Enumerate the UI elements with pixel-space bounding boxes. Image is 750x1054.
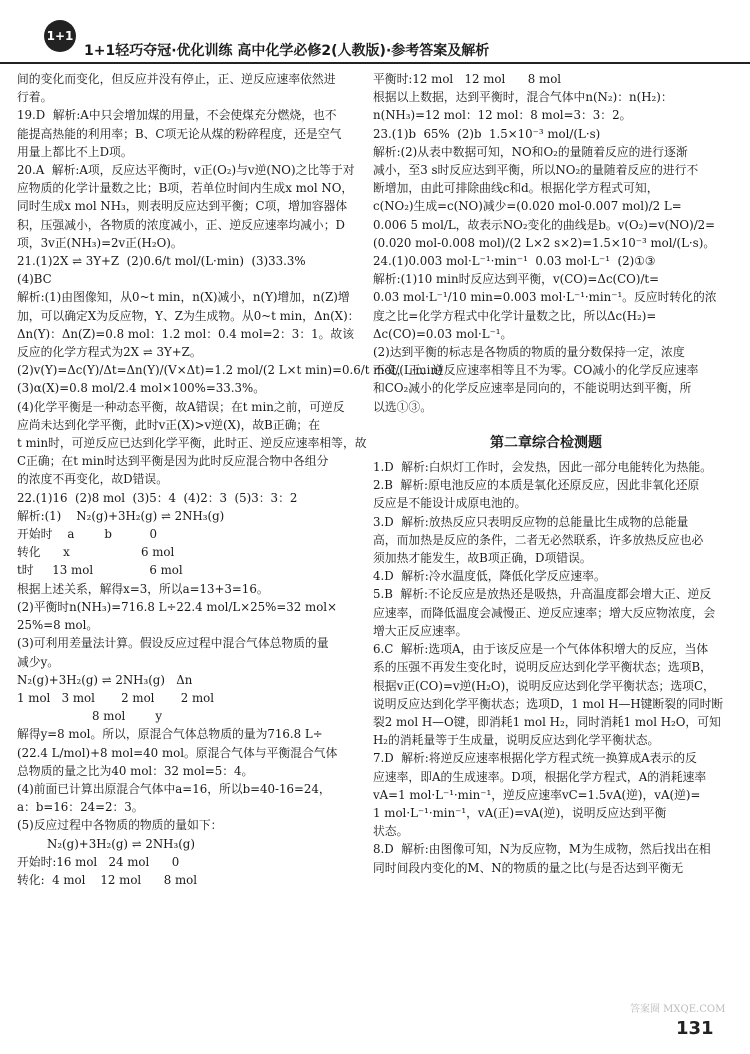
text-line: 应尚未达到化学平衡，此时v正(X)>v逆(X)，故B正确；在 (17, 417, 321, 432)
text-line: 度之比=化学方程式中化学计量数之比，所以Δc(H₂)= (373, 308, 657, 323)
text-line: 应物质的化学计量数之比；B项，若单位时间内生成x mol NO， (17, 181, 354, 196)
text-line: 不变，正、逆反应速率相等且不为零。CO减小的化学反应速率 (373, 363, 699, 378)
text-line: Δc(CO)=0.03 mol·L⁻¹。 (373, 326, 513, 341)
right-column (373, 70, 724, 877)
text-line: 应速率，即A的生成速率。D项，根据化学方程式，A的消耗速率 (373, 769, 707, 784)
text-line: 20.A 解析:A项，反应达平衡时，v正(O₂)与v逆(NO)之比等于对 (17, 163, 355, 178)
watermark: 答案圈 MXQE.COM (630, 1004, 726, 1015)
text-line: (3)可利用差量法计算。假设反应过程中混合气体总物质的量 (17, 636, 329, 651)
text-line: 24.(1)0.003 mol·L⁻¹·min⁻¹ 0.03 mol·L⁻¹ (2)①③ (373, 254, 656, 269)
text-line: 解析:(1)10 min时反应达到平衡，v(CO)=Δc(CO)/t= (373, 272, 660, 287)
brand-logo: 1+1 (44, 20, 76, 52)
text-line: 23.(1)b 65% (2)b 1.5×10⁻³ mol/(L·s) (373, 126, 601, 141)
text-line: (2)达到平衡的标志是各物质的物质的量分数保持一定，浓度 (373, 345, 685, 360)
text-line: 同时生成x mol NH₃，则表明反应达到平衡；C项，增加容器体 (17, 199, 348, 214)
text-line: (4)前面已计算出原混合气体中a=16，所以b=40-16=24， (17, 781, 331, 796)
text-line: 8.D 解析:由图像可知，N为反应物，M为生成物，然后找出在相 (373, 842, 711, 857)
text-line: 21.(1)2X ⇌ 3Y+Z (2)0.6/t mol/(L·min) (3)33.3% (17, 254, 306, 269)
text-line: 应速率，而降低温度会减慢正、逆反应速率；增大反应物浓度，会 (373, 605, 716, 620)
text-line: 解析:(1) N₂(g)+3H₂(g) ⇌ 2NH₃(g) (17, 508, 225, 523)
text-line: vA=1 mol·L⁻¹·min⁻¹，逆反应速率vC=1.5vA(逆)，vA(逆)= (373, 787, 701, 802)
text-line: 总物质的量之比为40 mol：32 mol=5：4。 (17, 763, 254, 778)
text-line: 根据上述关系，解得x=3，所以a=13+3=16。 (17, 581, 269, 596)
text-line: 系的压强不再发生变化时，说明反应达到化学平衡状态；选项B， (373, 660, 712, 675)
text-line: 根据v正(CO)=v逆(H₂O)，说明反应达到化学平衡状态；选项C， (373, 678, 715, 693)
text-line: 断增加，由此可排除曲线c和d。根据化学方程式可知， (373, 181, 659, 196)
text-line: t min时，可逆反应已达到化学平衡，此时正、逆反应速率相等，故 (17, 436, 367, 451)
text-line: 根据以上数据，达到平衡时，混合气体中n(N₂)：n(H₂)： (373, 90, 673, 105)
section-title: 第二章综合检测题 (490, 434, 602, 451)
text-line: 积，压强减小，各物质的浓度减小，正、逆反应速率均减小；D (17, 217, 345, 232)
text-line: 状态。 (373, 824, 409, 839)
text-line: 的浓度不再变化，故D错误。 (17, 472, 169, 487)
text-line: 1 mol·L⁻¹·min⁻¹，vA(正)=vA(逆)，说明反应达到平衡 (373, 805, 667, 820)
text-line: 减少y。 (17, 654, 60, 669)
text-line: 1.D 解析:白炽灯工作时，会发热，因此一部分电能转化为热能。 (373, 460, 712, 475)
text-line: 和CO₂减小的化学反应速率是同向的，不能说明达到平衡，所 (373, 381, 692, 396)
text-line: 8 mol y (17, 709, 162, 724)
text-line: 19.D 解析:A中只会增加煤的用量，不会使煤充分燃烧，也不 (17, 108, 337, 123)
text-line: 转化: 4 mol 12 mol 8 mol (17, 872, 198, 887)
text-line: 5.B 解析:不论反应是放热还是吸热，升高温度都会增大正、逆反 (373, 587, 712, 602)
page-header (0, 0, 750, 62)
text-line: a：b=16：24=2：3。 (17, 800, 144, 815)
text-line: 2.B 解析:原电池反应的本质是氧化还原反应，因此非氧化还原 (373, 478, 700, 493)
text-line: 开始时 a b 0 (17, 527, 157, 542)
text-line: 解析:(2)从表中数据可知，NO和O₂的量随着反应的进行逐渐 (373, 144, 688, 159)
text-line: 反应的化学方程式为2X ⇌ 3Y+Z。 (17, 345, 202, 360)
text-line: C正确；在t min时达到平衡是因为此时反应混合物中各组分 (17, 454, 329, 469)
text-line: 开始时:16 mol 24 mol 0 (17, 854, 180, 869)
text-line: 7.D 解析:将逆反应速率根据化学方程式统一换算成A表示的反 (373, 751, 697, 766)
text-line: 0.006 5 mol/L，故表示NO₂变化的曲线是b。v(O₂)=v(NO)/2= (373, 217, 716, 232)
text-line: 转化 x 6 mol (17, 545, 175, 560)
text-line: n(NH₃)=12 mol：12 mol：8 mol=3：3：2。 (373, 108, 632, 123)
text-line: 间的变化而变化，但反应并没有停止，正、逆反应速率依然进 (17, 72, 336, 86)
text-line: 行着。 (17, 90, 53, 105)
text-line: H₂的消耗量等于生成量，说明反应达到化学平衡状态。 (373, 733, 660, 748)
text-line: N₂(g)+3H₂(g) ⇌ 2NH₃(g) Δn (17, 672, 193, 687)
text-line: N₂(g)+3H₂(g) ⇌ 2NH₃(g) (17, 836, 195, 851)
text-line: t时 13 mol 6 mol (17, 563, 183, 578)
text-line: 解得y=8 mol。所以，原混合气体总物质的量为716.8 L÷ (17, 727, 323, 742)
page-number: 131 (676, 1018, 714, 1039)
text-line: 3.D 解析:放热反应只表明反应物的总能量比生成物的总能量 (373, 514, 689, 529)
text-line: 加，可以确定X为反应物，Y、Z为生成物。从0~t min，Δn(X)： (17, 308, 360, 323)
text-line: 用量上都比不上D项。 (17, 144, 133, 159)
text-line: 22.(1)16 (2)8 mol (3)5：4 (4)2：3 (5)3：3：2 (17, 490, 298, 505)
text-line: 6.C 解析:选项A，由于该反应是一个气体体积增大的反应，当体 (373, 642, 709, 657)
text-line: 同时间段内变化的M、N的物质的量之比(与是否达到平衡无 (373, 860, 684, 875)
text-line: 1 mol 3 mol 2 mol 2 mol (17, 690, 215, 705)
text-line: (2)平衡时n(NH₃)=716.8 L÷22.4 mol/L×25%=32 mol× (17, 599, 337, 614)
text-line: Δn(Y)：Δn(Z)=0.8 mol：1.2 mol：0.4 mol=2：3：1。故该 (17, 326, 355, 341)
text-line: (5)反应过程中各物质的物质的量如下： (17, 818, 223, 833)
text-line: 高，而加热是反应的条件，二者无必然联系，许多放热反应也必 (373, 532, 704, 547)
text-line: 须加热才能发生，故B项正确，D项错误。 (373, 551, 592, 566)
text-line: 解析:(1)由图像知，从0~t min，n(X)减小，n(Y)增加，n(Z)增 (17, 290, 350, 305)
text-line: (3)α(X)=0.8 mol/2.4 mol×100%=33.3%。 (17, 381, 266, 396)
text-line: 平衡时:12 mol 12 mol 8 mol (373, 72, 562, 86)
text-line: 能提高热能的利用率；B、C项无论从煤的粉碎程度，还是空气 (17, 126, 342, 141)
text-line: c(NO₂)生成=c(NO)减少=(0.020 mol-0.007 mol)/2 L= (373, 199, 682, 214)
text-line: 裂2 mol H—O键，即消耗1 mol H₂，同时消耗1 mol H₂O，可知 (373, 714, 721, 729)
text-line: (4)BC (17, 272, 52, 287)
header-rule (0, 62, 750, 64)
header-title: 1+1轻巧夺冠·优化训练 高中化学必修2(人教版)·参考答案及解析 (84, 43, 490, 59)
text-line: 增大正反应速率。 (373, 623, 468, 638)
text-line: (4)化学平衡是一种动态平衡，故A错误；在t min之前，可逆反 (17, 399, 345, 414)
text-line: 4.D 解析:冷水温度低，降低化学反应速率。 (373, 569, 606, 584)
text-line: (22.4 L/mol)+8 mol=40 mol。原混合气体与平衡混合气体 (17, 745, 338, 760)
text-line: (2)v(Y)=Δc(Y)/Δt=Δn(Y)/(V×Δt)=1.2 mol/(2 L×t min)=0.6/t mol/(L·min) (17, 363, 443, 378)
text-line: 25%=8 mol。 (17, 618, 99, 633)
text-line: (0.020 mol-0.008 mol)/(2 L×2 s×2)=1.5×10⁻³ mol/(L·s)。 (373, 235, 716, 250)
text-line: 以选①③。 (373, 399, 432, 414)
text-line: 项，3v正(NH₃)=2v正(H₂O)。 (17, 235, 183, 250)
text-line: 说明反应达到化学平衡状态；选项D，1 mol H—H键断裂的同时断 (373, 696, 724, 711)
text-line: 反应是不能设计成原电池的。 (373, 496, 527, 511)
text-line: 0.03 mol·L⁻¹/10 min=0.003 mol·L⁻¹·min⁻¹。反应时转化的浓 (373, 290, 717, 305)
text-line: 减小，至3 s时反应达到平衡，所以NO₂的量随着反应的进行不 (373, 163, 699, 178)
